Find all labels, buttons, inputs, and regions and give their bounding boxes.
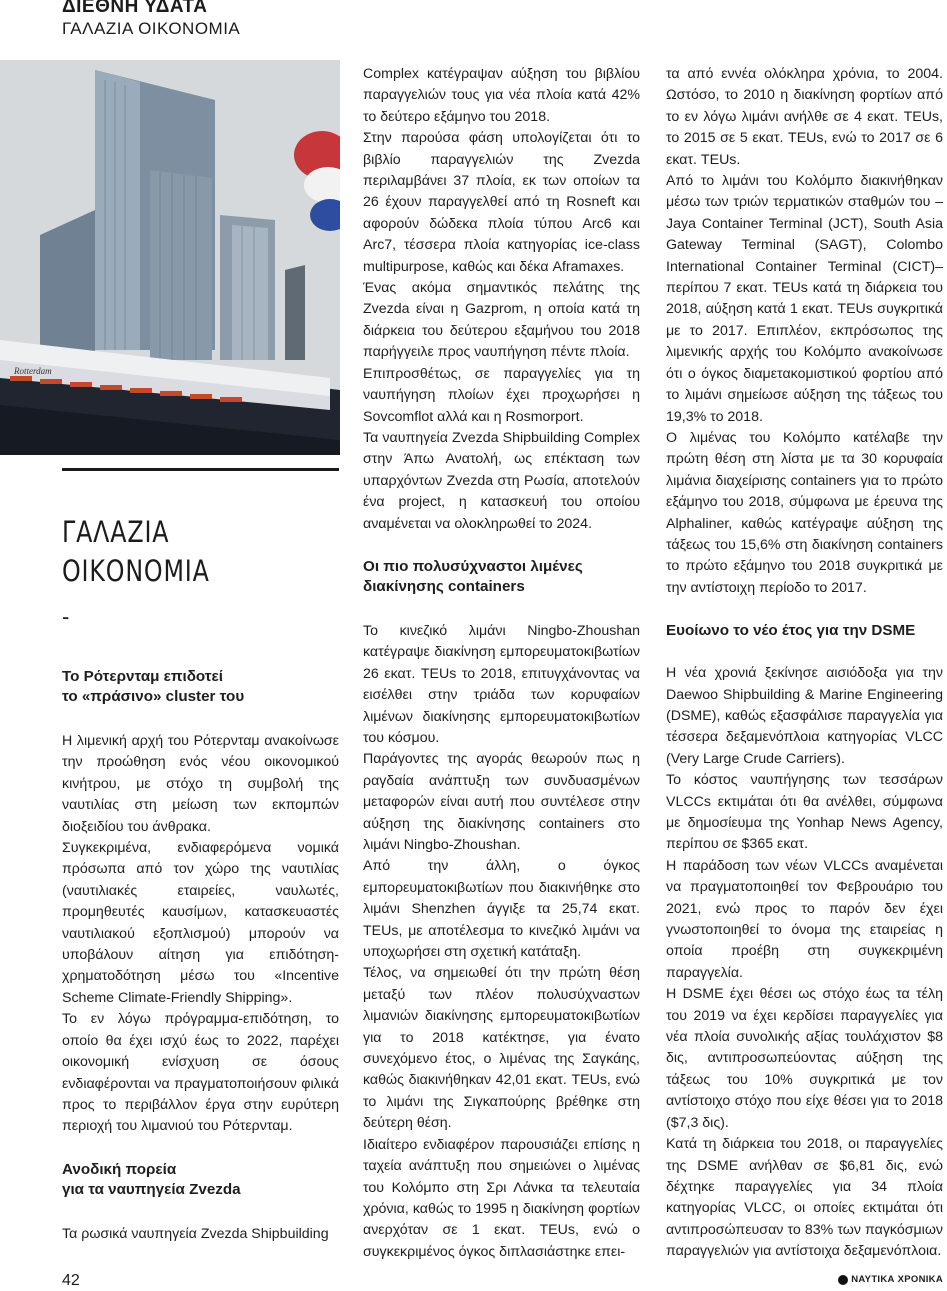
sidebar-title bbox=[62, 513, 289, 591]
paragraph: Ένας ακόμα σημαντικός πελάτης της Zvezda είναι η Gazprom, η οποία κατά τη διάρκεια του δεύτερου εξαμήνου του 2018 παρήγγειλε προς ναυπήγηση πέντε πλοία. bbox=[363, 280, 640, 361]
paragraph: Ιδιαίτερο ενδιαφέρον παρουσιάζει επίσης η ταχεία ανάπτυξη που σημειώνει ο λιμένας του Κολόμπο στη Σρι Λάνκα τα τελευταία χρόνια, καθώς το 1995 η διακίνηση φορτίων ανερχόταν σε 1 εκατ. TEUs, ενώ ο συγκεκριμένος όγκος διπλασιάστηκε επει- bbox=[363, 1136, 640, 1260]
paragraph: Ο λιμένας του Κολόμπο κατέλαβε την πρώτη θέση στη λίστα με τα 30 κορυφαία λιμάνια διαχείρισης containers για το πρώτο εξάμηνο του 2018, σύμφωνα με έρευνα της Alphaliner, καθώς κατέγραψε αύξηση της τάξεως του 15,6% στη διακίνηση containers το πρώτο εξάμηνο του 2018 συγκριτικά με την αντίστοιχη περίοδο το 2017. bbox=[666, 429, 943, 596]
paragraph: Η λιμενική αρχή του Ρότερνταμ ανακοίνωσε την προώθηση ενός νέου οικονομικού κινήτρου, με στόχο τη συμβολή της ναυτιλίας στη μείωση των εκπομπών διοξειδίου του άνθρακα. bbox=[62, 733, 339, 835]
sidebar-title-line1: ΓΑΛΑΖΙΑ bbox=[62, 515, 170, 549]
paragraph: Η DSME έχει θέσει ως στόχο έως τα τέλη του 2019 να έχει κερδίσει παραγγελίες για νέα πλοία συνολικής αξίας τουλάχιστον $8 δις, αντιπροσωπεύοντας αύξηση της τάξεως του 10% συγκριτικά με τον αντίστοιχο στόχο που είχε θέσει για το 2018 ($7,3 δις). bbox=[666, 986, 943, 1131]
ship-name-label: Rotterdam bbox=[14, 366, 52, 376]
paragraph: Παράγοντες της αγοράς θεωρούν πως η ραγδαία ανάπτυξη των συνδυασμένων μεταφορών είναι αυτή που συντέλεσε στην αύξηση της διακίνησης containers στο λιμάνι Ningbo-Zhoushan. bbox=[363, 751, 640, 853]
paragraph: Στην παρούσα φάση υπολογίζεται ότι το βιβλίο παραγγελιών της Zvezda περιλαμβάνει 37 πλοία, εκ των οποίων τα 26 έχουν παραγγελθεί από τη Rosneft και αφορούν δώδεκα πλοία τύπου Arc6 και Arc7, τέσσερα πλοία κατηγορίας ice-class multipurpose, καθώς και δέκα Aframaxes. bbox=[363, 130, 640, 275]
paragraph: Από το λιμάνι του Κολόμπο διακινήθηκαν μέσω των τριών τερματικών σταθμών του –Jaya Container Terminal (JCT), South Asia Gateway Terminal (SAGT), Colombo International Container Terminal (CICT)– περίπου 7 εκατ. TEUs κατά τη διάρκεια του 2018, αύξηση κατά 1 εκατ. TEUs συγκριτικά με το 2017. Επιπλέον, εκπρόσωπος της λιμενικής αρχής του Κολόμπο ανακοίνωσε ότι ο όγκος διαμετακομιστικού φορτίου από το λιμάνι σημείωσε αύξηση της τάξεως του 19,3% το 2018. bbox=[666, 173, 943, 425]
column-1 bbox=[62, 667, 339, 1245]
paragraph: Συγκεκριμένα, ενδιαφερόμενα νομικά πρόσωπα από τον χώρο της ναυτιλίας (ναυτιλιακές εταιρείες, ναυλωτές, προμηθευτές καυσίμων, κατασκευαστές ναυτιλιακού εξοπλισμού) μπορούν να υποβάλουν αίτηση για επιδότηση-χρηματοδότηση μέσω του «Incentive Scheme Climate-Friendly Shipping». bbox=[62, 840, 339, 1006]
magazine-logo-icon bbox=[838, 1275, 848, 1285]
column-3 bbox=[666, 64, 943, 1263]
page-number: 42 bbox=[62, 1272, 80, 1289]
heading-dsme: Ευοίωνο το νέο έτος για την DSME bbox=[666, 622, 916, 640]
sidebar-title-line2: ΟΙΚΟΝΟΜΙΑ bbox=[62, 554, 210, 588]
paragraph: Τέλος, να σημειωθεί ότι την πρώτη θέση μεταξύ των πλέον πολυσύχναστων λιμανιών διακίνησης εμπορευματοκιβωτίων για το 2018 κατέκτησε, για ένατο συνεχόμενο έτος, ο λιμένας της Σαγκάης, καθώς διακινήθηκαν 42,01 εκατ. TEUs, ενώ το λιμάνι της Σιγκαπούρης βρέθηκε στη δεύτερη θέση. bbox=[363, 965, 640, 1132]
paragraph: Επιπροσθέτως, σε παραγγελίες για τη ναυπήγηση πλοίων έχει προχωρήσει η Sovcomflot αλλά και η Rosmorport. bbox=[363, 365, 640, 425]
subsection-title: ΓΑΛΑΖΙΑ ΟΙΚΟΝΟΜΙΑ bbox=[62, 19, 241, 38]
paragraph: Η νέα χρονιά ξεκίνησε αισιόδοξα για την Daewoo Shipbuilding & Marine Engineering (DSME), καθώς εξασφάλισε παραγγελία για τέσσερα δεξαμενόπλοια κατηγορίας VLCC (Very Large Crude Carriers). bbox=[666, 665, 943, 767]
paragraph: Κατά τη διάρκεια του 2018, οι παραγγελίες της DSME ανήλθαν σε $6,81 δις, ενώ δέχτηκε παραγγελίες για 34 πλοία κατηγορίας VLCC, οι οποίες εκτιμάται ότι αντιπροσώπευσαν το 83% των παγκόσμιων παραγγελιών για αντίστοιχα δεξαμενόπλοια. bbox=[666, 1136, 943, 1260]
paragraph: Τα ναυπηγεία Zvezda Shipbuilding Complex στην Άπω Ανατολή, ως επέκταση των υπαρχόντων Zvezda στη Ρωσία, αποτελούν ένα project, η κατασκευή του οποίου αναμένεται να ολοκληρωθεί το 2024. bbox=[363, 429, 640, 532]
sidebar-rule bbox=[62, 468, 339, 471]
section-title: ΔΙΕΘΝΗ ΥΔΑΤΑ bbox=[62, 0, 208, 17]
paragraph: Η παράδοση των νέων VLCCs αναμένεται να πραγματοποιηθεί τον Φεβρουάριο του 2021, ενώ προς το παρόν δεν έχει γνωστοποιηθεί το όνομα της εταιρείας η οποία προέβη στη συγκεκριμένη παραγγελία. bbox=[666, 857, 943, 981]
page-header bbox=[62, 0, 240, 40]
paragraph: Complex κατέγραψαν αύξηση του βιβλίου παραγγελιών τους για νέα πλοία κατά 42% το δεύτερο εξάμηνο του 2018. bbox=[363, 66, 640, 125]
paragraph: Το κόστος ναυπήγησης των τεσσάρων VLCCs εκτιμάται ότι θα ανέλθει, σύμφωνα με δημοσίευμα της Yonhap News Agency, περίπου σε $365 εκατ. bbox=[666, 772, 943, 853]
article-photo bbox=[0, 60, 340, 455]
paragraph: τα από εννέα ολόκληρα χρόνια, το 2004. Ωστόσο, το 2010 η διακίνηση φορτίων από το εν λόγω λιμάνι ανήλθε σε 4 εκατ. TEUs, το 2015 σε 5 εκατ. TEUs, ενώ το 2017 σε 6 εκατ. TEUs. bbox=[666, 66, 943, 168]
magazine-footer bbox=[838, 1274, 943, 1285]
heading-zvezda: Ανοδική πορεία για τα ναυπηγεία Zvezda bbox=[62, 1160, 241, 1198]
paragraph: Το κινεζικό λιμάνι Ningbo-Zhoushan κατέγραψε διακίνηση εμπορευματοκιβωτίων 26 εκατ. TEUs το 2018, επιτυγχάνοντας να εισέλθει στην τριάδα των κορυφαίων λιμένων διακίνησης εμπορευματοκιβωτίων του κόσμου. bbox=[363, 622, 640, 746]
column-2 bbox=[363, 64, 640, 1263]
magazine-name: ΝΑΥΤΙΚΑ ΧΡΟΝΙΚΑ bbox=[851, 1274, 943, 1285]
paragraph: Το εν λόγω πρόγραμμα-επιδότηση, το οποίο θα έχει ισχύ έως το 2022, παρέχει οικονομική ενίσχυση σε όσους ενδιαφέρονται να πραγματοποιήσουν φιλικά προς το περιβάλλον έργα στην ευρύτερη περιοχή του λιμανιού του Ρότερνταμ. bbox=[62, 1011, 339, 1135]
paragraph: Τα ρωσικά ναυπηγεία Zvezda Shipbuilding bbox=[62, 1225, 329, 1242]
sidebar-dash: - bbox=[62, 604, 70, 629]
heading-ports: Οι πιο πολυσύχναστοι λιμένες διακίνησης containers bbox=[363, 557, 583, 595]
heading-rotterdam: Το Ρότερνταμ επιδοτεί το «πράσινο» cluster του bbox=[62, 668, 245, 705]
paragraph: Από την άλλη, ο όγκος εμπορευματοκιβωτίων που διακινήθηκε στο λιμάνι Shenzhen άγγιξε τα 25,74 εκατ. TEUs, με αποτέλεσμα το κινεζικό λιμάνι να υποχωρήσει στη σχετική κατάταξη. bbox=[363, 858, 640, 961]
